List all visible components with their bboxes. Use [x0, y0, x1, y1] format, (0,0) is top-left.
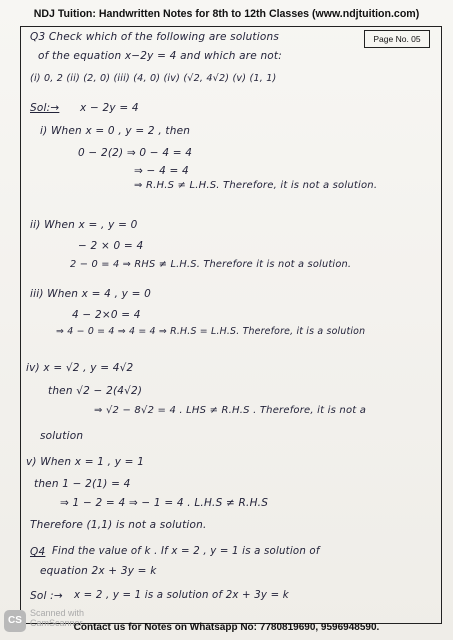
camscanner-icon: CS	[4, 610, 26, 632]
case-iv-line-4: solution	[40, 430, 84, 442]
case-v-line-3: ⇒ 1 − 2 = 4 ⇒ − 1 = 4 . L.H.S ≠ R.H.S	[60, 497, 269, 509]
question-4-solution-line: x = 2 , y = 1 is a solution of 2x + 3y = k	[74, 590, 289, 601]
equation-line: x − 2y = 4	[80, 102, 139, 114]
question-3-options: (i) 0, 2 (ii) (2, 0) (iii) (4, 0) (iv) (√2, 4√2) (v) (1, 1)	[30, 73, 277, 84]
case-iii-conclusion: ⇒ 4 − 0 = 4 ⇒ 4 = 4 ⇒ R.H.S = L.H.S. Therefore, it is a solution	[56, 326, 366, 337]
question-3-line-1: Q3 Check which of the following are solutions	[30, 31, 280, 43]
case-ii-conclusion: 2 − 0 = 4 ⇒ RHS ≠ L.H.S. Therefore it is not a solution.	[70, 259, 352, 270]
case-iv-line-3: ⇒ √2 − 8√2 = 4 . LHS ≠ R.H.S . Therefore, it is not a	[94, 405, 367, 416]
case-iii-line-1: iii) When x = 4 , y = 0	[30, 288, 152, 300]
watermark-line-1: Scanned with	[30, 608, 85, 618]
page-header: NDJ Tuition: Handwritten Notes for 8th to 12th Classes (www.ndjtuition.com)	[33, 8, 420, 20]
case-ii-line-2: − 2 × 0 = 4	[78, 240, 144, 252]
case-i-line-2: 0 − 2(2) ⇒ 0 − 4 = 4	[78, 147, 193, 159]
page-border	[20, 26, 442, 624]
case-i-line-1: i) When x = 0 , y = 2 , then	[40, 125, 191, 137]
case-i-conclusion: ⇒ R.H.S ≠ L.H.S. Therefore, it is not a solution.	[134, 180, 378, 191]
case-ii-line-1: ii) When x = , y = 0	[30, 219, 138, 231]
case-v-conclusion: Therefore (1,1) is not a solution.	[30, 519, 207, 531]
page-number-box: Page No. 05	[364, 30, 430, 48]
case-v-line-1: v) When x = 1 , y = 1	[26, 456, 145, 468]
case-v-line-2: then 1 − 2(1) = 4	[34, 478, 131, 490]
watermark-line-2: CamScanner	[30, 618, 83, 628]
question-3-line-2: of the equation x−2y = 4 and which are not:	[38, 50, 282, 62]
page-footer: Contact us for Notes on Whatsapp No: 7780819690, 9596948590.	[73, 622, 380, 633]
question-4-solution-label: Sol :→	[30, 590, 63, 602]
case-iv-line-2: then √2 − 2(4√2)	[48, 385, 143, 397]
case-iv-line-1: iv) x = √2 , y = 4√2	[26, 362, 134, 374]
question-4-line-2: equation 2x + 3y = k	[40, 565, 157, 577]
case-iii-line-2: 4 − 2×0 = 4	[72, 309, 141, 321]
case-i-line-3: ⇒ − 4 = 4	[134, 165, 189, 177]
solution-label: Sol:→	[30, 102, 60, 114]
question-4-line-1: Find the value of k . If x = 2 , y = 1 is a solution of	[52, 546, 320, 557]
question-4-label: Q4	[30, 546, 46, 558]
